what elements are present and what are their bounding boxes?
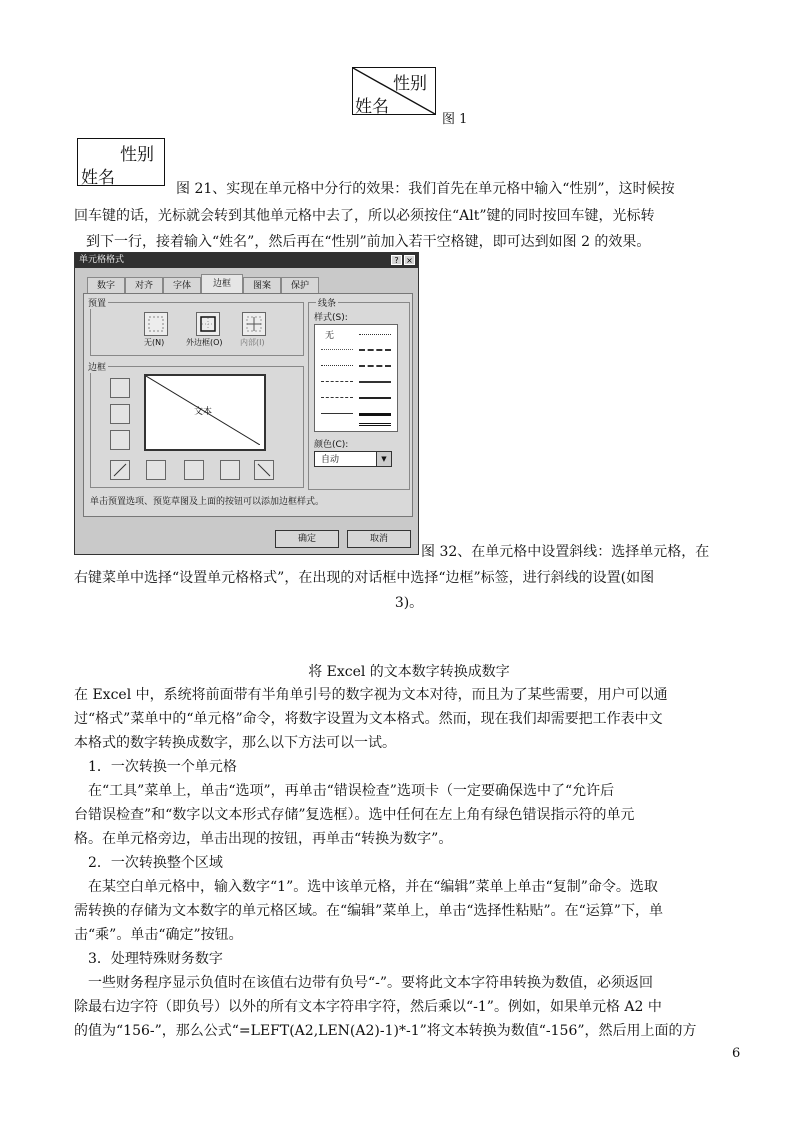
border-right-button[interactable]: [220, 460, 240, 480]
cancel-button[interactable]: 取消: [347, 530, 411, 548]
paragraph-line: 一些财务程序显示负值时在该值右边带有负号“-”。要将此文本字符串转换为数值，必须返回: [88, 975, 654, 991]
section-title: 将 Excel 的文本数字转换成数字: [308, 664, 510, 680]
preset-outline-label: 外边框(O): [186, 338, 223, 347]
line-group-label: 线条: [316, 296, 338, 309]
diagonal-down-button[interactable]: [254, 460, 274, 480]
paragraph-line: 在 Excel 中，系统将前面带有半角单引号的数字视为文本对待，而且为了某些需要，用户可以通: [74, 687, 668, 703]
paragraph-line: 到下一行，接着输入“姓名”，然后再在“性别”前加入若干空格键，即可达到如图 2 的效果。: [86, 234, 651, 250]
figure-2-cell: [77, 138, 165, 186]
paragraph-line: 除最右边字符（即负号）以外的所有文本字符串字符，然后乘以“-1”。例如，如果单元格 A2 中: [74, 999, 662, 1015]
dialog-title: 单元格格式: [75, 253, 418, 268]
tab-alignment[interactable]: 对齐: [125, 277, 163, 294]
preset-group-label: 预置: [86, 296, 108, 309]
border-top-button[interactable]: [110, 378, 130, 398]
color-select[interactable]: [314, 451, 392, 467]
preset-inside-label: 内部(I): [240, 338, 265, 347]
diagonal-up-icon: [111, 461, 129, 479]
preset-none-button[interactable]: [144, 312, 168, 336]
line-style-option: [321, 397, 353, 398]
border-left-button[interactable]: [146, 460, 166, 480]
preset-none-icon: [145, 313, 167, 335]
color-label: 颜色(C):: [314, 440, 349, 450]
subheading: 3．处理特殊财务数字: [88, 951, 223, 967]
line-style-option: [359, 397, 391, 399]
line-style-option: [321, 349, 353, 350]
preview-text: 文本: [194, 407, 213, 417]
border-middle-button[interactable]: [110, 404, 130, 424]
line-style-option: [359, 381, 391, 383]
format-cells-dialog-screenshot: [74, 252, 419, 555]
tab-font[interactable]: 字体: [163, 277, 201, 294]
tab-protection[interactable]: 保护: [281, 277, 319, 294]
preset-outline-icon: [197, 313, 219, 335]
paragraph-line: 击“乘”。单击“确定”按钮。: [74, 927, 243, 943]
line-style-option: [359, 334, 391, 335]
cell-bottom-text: 姓名: [355, 97, 389, 115]
cell-bottom-text: 姓名: [81, 168, 115, 186]
ok-button[interactable]: 确定: [275, 530, 339, 548]
style-label: 样式(S):: [314, 313, 348, 323]
dialog-hint: 单击预置选项、预览草图及上面的按钮可以添加边框样式。: [90, 497, 325, 507]
border-tab-panel: [83, 293, 413, 517]
preset-outline-button[interactable]: [196, 312, 220, 336]
paragraph-line: 图 32、在单元格中设置斜线：选择单元格，在: [421, 544, 710, 560]
line-style-option: [359, 349, 391, 351]
help-button[interactable]: ?: [391, 255, 402, 265]
paragraph-line: 3)。: [394, 595, 424, 611]
cell-top-text: 性别: [120, 145, 154, 165]
style-none-label: 无: [325, 331, 335, 341]
figure-1-diagonal-cell: [352, 67, 436, 115]
preset-inside-icon: [243, 313, 265, 335]
paragraph-line: 回车键的话，光标就会转到其他单元格中去了，所以必须按住“Alt”键的同时按回车键，光标转: [74, 208, 655, 224]
chevron-down-icon: ▼: [376, 452, 391, 466]
paragraph-line: 台错误检查”和“数字以文本形式存储”复选框）。选中任何在左上角有绿色错误指示符的单元: [74, 807, 635, 823]
subheading: 2．一次转换整个区域: [88, 855, 223, 871]
color-select-value: 自动: [321, 455, 340, 465]
figure-1-caption: 图 1: [442, 112, 468, 127]
line-style-list[interactable]: [314, 324, 398, 432]
diagonal-down-icon: [255, 461, 273, 479]
line-style-option: [321, 365, 353, 366]
border-group-label: 边框: [86, 360, 108, 373]
line-style-option: [359, 413, 391, 416]
paragraph-line: 在“工具”菜单上，单击“选项”，再单击“错误检查”选项卡（一定要确保选中了“允许后: [88, 783, 615, 799]
preset-inside-button[interactable]: [242, 312, 266, 336]
paragraph-line: 过“格式”菜单中的“单元格”命令，将数字设置为文本格式。然而，现在我们却需要把工作表中文: [74, 711, 663, 727]
line-style-option: [321, 381, 353, 382]
cell-top-text: 性别: [393, 74, 427, 94]
diagonal-up-button[interactable]: [110, 460, 130, 480]
paragraph-line: 格。在单元格旁边，单击出现的按钮，再单击“转换为数字”。: [74, 831, 453, 847]
tab-number[interactable]: 数字: [87, 277, 125, 294]
border-bottom-button[interactable]: [110, 430, 130, 450]
line-style-option: [359, 365, 391, 367]
paragraph-line: 需转换的存储为文本数字的单元格区域。在“编辑”菜单上，单击“选择性粘贴”。在“运算”下，单: [74, 903, 663, 919]
page-number: 6: [732, 1046, 741, 1061]
close-button[interactable]: ×: [404, 255, 415, 265]
tab-border[interactable]: 边框: [201, 274, 243, 294]
paragraph-line: 本格式的数字转换成数字，那么以下方法可以一试。: [74, 735, 396, 751]
preset-none-label: 无(N): [144, 338, 165, 347]
border-center-button[interactable]: [184, 460, 204, 480]
subheading: 1．一次转换一个单元格: [88, 759, 237, 775]
paragraph-line: 右键菜单中选择“设置单元格格式”，在出现的对话框中选择“边框”标签，进行斜线的设置(如图: [74, 570, 655, 586]
line-style-option: [359, 423, 391, 426]
line-style-option: [321, 413, 353, 414]
tab-patterns[interactable]: 图案: [243, 277, 281, 294]
paragraph-line: 的值为“156-”，那么公式“=LEFT(A2,LEN(A2)-1)*-1”将文本转换为数值“-156”，然后用上面的方: [74, 1023, 697, 1039]
paragraph-line: 图 21、实现在单元格中分行的效果：我们首先在单元格中输入“性别”，这时候按: [176, 181, 675, 197]
paragraph-line: 在某空白单元格中，输入数字“1”。选中该单元格，并在“编辑”菜单上单击“复制”命令。选取: [88, 879, 658, 895]
border-preview[interactable]: [144, 374, 266, 451]
